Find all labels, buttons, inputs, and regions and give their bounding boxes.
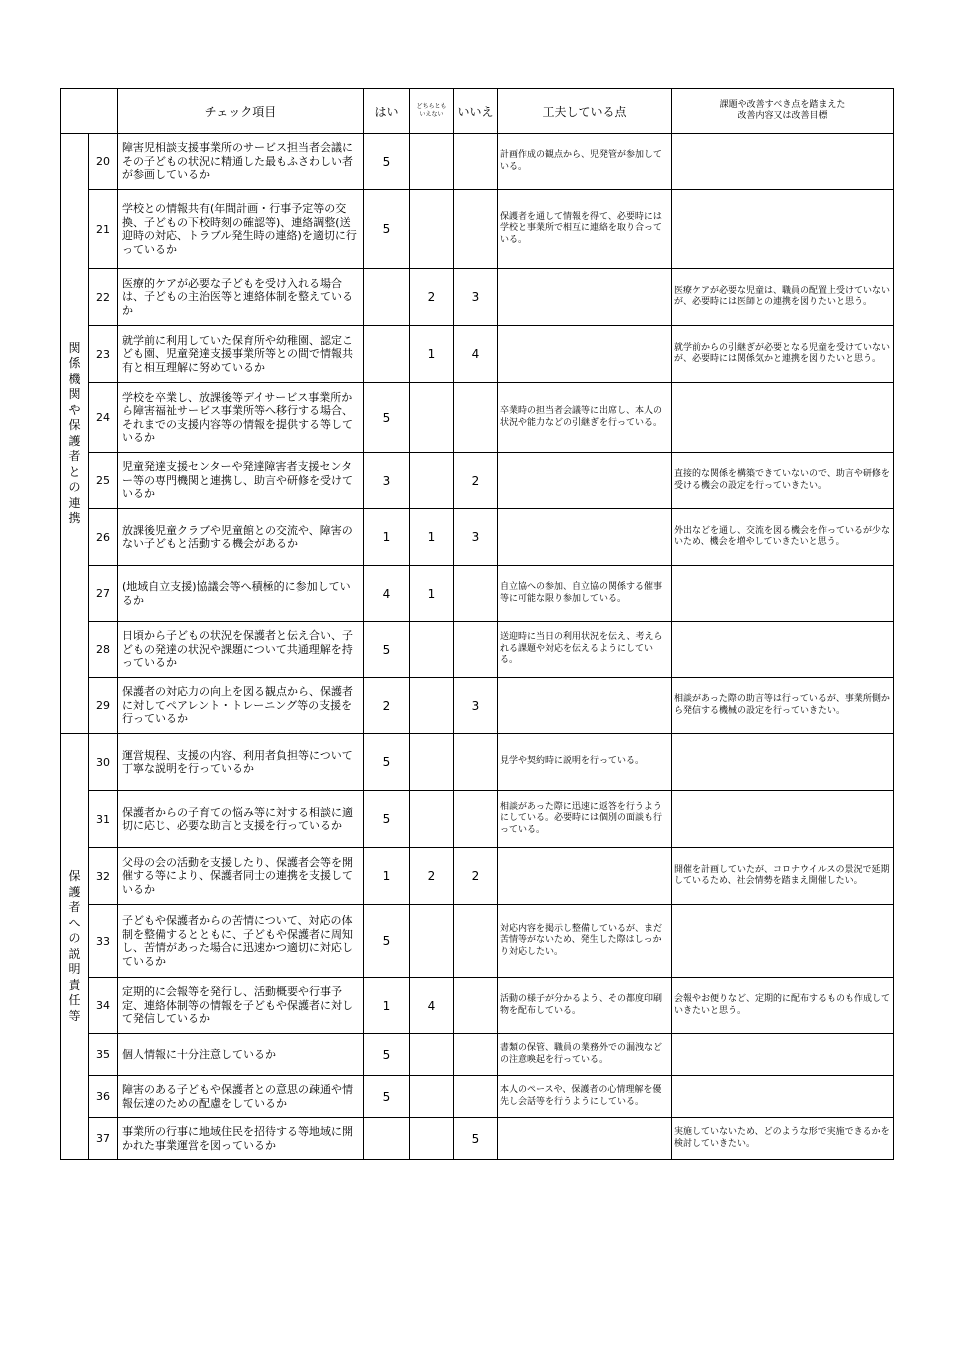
- table-row: [61, 622, 894, 678]
- row-number: 37: [89, 1118, 118, 1160]
- header-check-item: チェック項目: [118, 89, 364, 134]
- efforts-text: 本人のペースや、保護者の心情理解を優先し会話等を行うようにしている。: [498, 1076, 672, 1118]
- no-count: [454, 978, 498, 1034]
- row-number: 30: [89, 734, 118, 791]
- issues-text: [672, 622, 894, 678]
- yes-count: [364, 326, 410, 383]
- yes-count: 5: [364, 791, 410, 848]
- efforts-text: [498, 326, 672, 383]
- table-row: [61, 1034, 894, 1076]
- no-count: [454, 734, 498, 791]
- row-number: 35: [89, 1034, 118, 1076]
- evaluation-table: [60, 88, 894, 1160]
- efforts-text: 自立協への参加、自立協の関係する催事等に可能な限り参加している。: [498, 566, 672, 622]
- category-cell: [61, 134, 89, 734]
- row-number: 33: [89, 905, 118, 978]
- row-number: 29: [89, 678, 118, 734]
- header-yes: はい: [364, 89, 410, 134]
- check-item-text: (地域自立支援)協議会等へ積極的に参加しているか: [118, 566, 364, 622]
- table-row: [61, 269, 894, 326]
- row-number: 23: [89, 326, 118, 383]
- table-row: [61, 678, 894, 734]
- table-row: [61, 848, 894, 905]
- efforts-text: 活動の様子が分かるよう、その都度印刷物を配布している。: [498, 978, 672, 1034]
- check-item-text: 児童発達支援センターや発達障害者支援センター等の専門機関と連携し、助言や研修を受けているか: [118, 453, 364, 509]
- yes-count: 4: [364, 566, 410, 622]
- header-blank: [61, 89, 118, 134]
- check-item-text: 定期的に会報等を発行し、活動概要や行事予定、連絡体制等の情報を子どもや保護者に対して発信しているか: [118, 978, 364, 1034]
- no-count: [454, 622, 498, 678]
- efforts-text: 送迎時に当日の利用状況を伝え、考えられる課題や対応を伝えるようにしている。: [498, 622, 672, 678]
- check-item-text: 学校を卒業し、放課後等デイサービス事業所から障害福祉サービス事業所等へ移行する場合、それまでの支援内容等の情報を提供する等しているか: [118, 383, 364, 453]
- row-number: 27: [89, 566, 118, 622]
- issues-text: [672, 1076, 894, 1118]
- header-neither: どちらとも いえない: [410, 89, 454, 134]
- check-item-text: 保護者からの子育ての悩み等に対する相談に適切に応じ、必要な助言と支援を行っているか: [118, 791, 364, 848]
- no-count: 4: [454, 326, 498, 383]
- check-item-text: 障害児相談支援事業所のサービス担当者会議にその子どもの状況に精通した最もふさわしい者が参画しているか: [118, 134, 364, 190]
- issues-text: 相談があった際の助言等は行っているが、事業所側から発信する機械の設定を行っていきたい。: [672, 678, 894, 734]
- neither-count: 2: [410, 269, 454, 326]
- row-number: 26: [89, 509, 118, 566]
- yes-count: 3: [364, 453, 410, 509]
- no-count: [454, 134, 498, 190]
- row-number: 20: [89, 134, 118, 190]
- header-issues: 課題や改善すべき点を踏まえた 改善内容又は改善目標: [672, 89, 894, 134]
- neither-count: [410, 383, 454, 453]
- row-number: 22: [89, 269, 118, 326]
- category-label: 関係機関や保護者との連携: [68, 340, 81, 525]
- no-count: 5: [454, 1118, 498, 1160]
- issues-text: [672, 134, 894, 190]
- issues-text: 直接的な関係を構築できていないので、助言や研修を受ける機会の設定を行っていきたい。: [672, 453, 894, 509]
- neither-count: [410, 1034, 454, 1076]
- issues-text: [672, 734, 894, 791]
- header-row: [61, 89, 894, 134]
- efforts-text: [498, 848, 672, 905]
- issues-text: 外出などを通し、交流を図る機会を作っているが少ないため、機会を増やしていきたいと思う。: [672, 509, 894, 566]
- neither-count: 2: [410, 848, 454, 905]
- row-number: 34: [89, 978, 118, 1034]
- table-row: [61, 190, 894, 269]
- table-row: [61, 383, 894, 453]
- yes-count: 5: [364, 1076, 410, 1118]
- yes-count: 5: [364, 734, 410, 791]
- yes-count: 5: [364, 905, 410, 978]
- neither-count: [410, 678, 454, 734]
- no-count: [454, 1076, 498, 1118]
- issues-text: 会報やお便りなど、定期的に配布するものも作成していきたいと思う。: [672, 978, 894, 1034]
- check-item-text: 父母の会の活動を支援したり、保護者会等を開催する等により、保護者同士の連携を支援しているか: [118, 848, 364, 905]
- issues-text: 開催を計画していたが、コロナウイルスの景況で延期しているため、社会情勢を踏まえ開催したい。: [672, 848, 894, 905]
- neither-count: 1: [410, 566, 454, 622]
- check-item-text: 運営規程、支援の内容、利用者負担等について丁寧な説明を行っているか: [118, 734, 364, 791]
- yes-count: [364, 269, 410, 326]
- check-item-text: 放課後児童クラブや児童館との交流や、障害のない子どもと活動する機会があるか: [118, 509, 364, 566]
- row-number: 32: [89, 848, 118, 905]
- table-row: [61, 453, 894, 509]
- table-body: [61, 134, 894, 1160]
- issues-text: [672, 566, 894, 622]
- yes-count: 1: [364, 509, 410, 566]
- issues-text: [672, 1034, 894, 1076]
- no-count: 2: [454, 848, 498, 905]
- issues-text: [672, 383, 894, 453]
- no-count: 3: [454, 269, 498, 326]
- no-count: [454, 190, 498, 269]
- check-item-text: 日頃から子どもの状況を保護者と伝え合い、子どもの発達の状況や課題について共通理解を持っているか: [118, 622, 364, 678]
- issues-text: [672, 791, 894, 848]
- table-row: [61, 905, 894, 978]
- neither-count: [410, 622, 454, 678]
- yes-count: 5: [364, 622, 410, 678]
- issues-text: 実施していないため、どのような形で実施できるかを検討していきたい。: [672, 1118, 894, 1160]
- neither-count: [410, 1118, 454, 1160]
- neither-count: [410, 190, 454, 269]
- table-row: [61, 326, 894, 383]
- neither-count: [410, 134, 454, 190]
- efforts-text: 保護者を通して情報を得て、必要時には学校と事業所で相互に連絡を取り合っている。: [498, 190, 672, 269]
- efforts-text: [498, 509, 672, 566]
- category-label: 保護者への説明責任等: [68, 869, 81, 1023]
- no-count: [454, 791, 498, 848]
- table-row: [61, 566, 894, 622]
- yes-count: 5: [364, 1034, 410, 1076]
- efforts-text: 見学や契約時に説明を行っている。: [498, 734, 672, 791]
- row-number: 25: [89, 453, 118, 509]
- header-no: いいえ: [454, 89, 498, 134]
- row-number: 28: [89, 622, 118, 678]
- row-number: 21: [89, 190, 118, 269]
- yes-count: 5: [364, 383, 410, 453]
- table-row: [61, 1076, 894, 1118]
- table-row: [61, 1118, 894, 1160]
- no-count: 3: [454, 509, 498, 566]
- check-item-text: 就学前に利用していた保育所や幼稚園、認定こども園、児童発達支援事業所等との間で情報共有と相互理解に努めているか: [118, 326, 364, 383]
- efforts-text: 対応内容を掲示し整備しているが、まだ苦情等がないため、発生した際はしっかり対応したい。: [498, 905, 672, 978]
- neither-count: [410, 1076, 454, 1118]
- table-row: [61, 791, 894, 848]
- neither-count: 1: [410, 509, 454, 566]
- check-item-text: 子どもや保護者からの苦情について、対応の体制を整備するとともに、子どもや保護者に周知し、苦情があった場合に迅速かつ適切に対応しているか: [118, 905, 364, 978]
- no-count: [454, 566, 498, 622]
- table-row: [61, 978, 894, 1034]
- header-efforts: 工夫している点: [498, 89, 672, 134]
- yes-count: 1: [364, 978, 410, 1034]
- efforts-text: [498, 269, 672, 326]
- issues-text: 医療ケアが必要な児童は、職員の配置上受けていないが、必要時には医師との連携を図りたいと思う。: [672, 269, 894, 326]
- efforts-text: [498, 1118, 672, 1160]
- neither-count: 1: [410, 326, 454, 383]
- issues-text: 就学前からの引継ぎが必要となる児童を受けていないが、必要時には関係気かと連携を図りたいと思う。: [672, 326, 894, 383]
- efforts-text: 相談があった際に迅速に返答を行うようにしている。必要時には個別の面談も行っている。: [498, 791, 672, 848]
- category-cell: [61, 734, 89, 1160]
- no-count: 2: [454, 453, 498, 509]
- table-row: [61, 734, 894, 791]
- check-item-text: 事業所の行事に地域住民を招待する等地域に開かれた事業運営を図っているか: [118, 1118, 364, 1160]
- row-number: 36: [89, 1076, 118, 1118]
- efforts-text: 計画作成の観点から、児発管が参加している。: [498, 134, 672, 190]
- efforts-text: 卒業時の担当者会議等に出席し、本人の状況や能力などの引継ぎを行っている。: [498, 383, 672, 453]
- check-item-text: 保護者の対応力の向上を図る観点から、保護者に対してペアレント・トレーニング等の支援を行っているか: [118, 678, 364, 734]
- neither-count: [410, 791, 454, 848]
- issues-text: [672, 905, 894, 978]
- neither-count: [410, 734, 454, 791]
- issues-text: [672, 190, 894, 269]
- check-item-text: 個人情報に十分注意しているか: [118, 1034, 364, 1076]
- yes-count: [364, 1118, 410, 1160]
- table-row: [61, 134, 894, 190]
- yes-count: 1: [364, 848, 410, 905]
- yes-count: 5: [364, 134, 410, 190]
- yes-count: 5: [364, 190, 410, 269]
- efforts-text: [498, 453, 672, 509]
- yes-count: 2: [364, 678, 410, 734]
- check-item-text: 学校との情報共有(年間計画・行事予定等の交換、子どもの下校時刻の確認等)、連絡調整(送迎時の対応、トラブル発生時の連絡)を適切に行っているか: [118, 190, 364, 269]
- efforts-text: [498, 678, 672, 734]
- neither-count: 4: [410, 978, 454, 1034]
- table-row: [61, 509, 894, 566]
- row-number: 31: [89, 791, 118, 848]
- row-number: 24: [89, 383, 118, 453]
- no-count: 3: [454, 678, 498, 734]
- no-count: [454, 383, 498, 453]
- no-count: [454, 1034, 498, 1076]
- check-item-text: 医療的ケアが必要な子どもを受け入れる場合は、子どもの主治医等と連絡体制を整えているか: [118, 269, 364, 326]
- neither-count: [410, 905, 454, 978]
- no-count: [454, 905, 498, 978]
- check-item-text: 障害のある子どもや保護者との意思の疎通や情報伝達のための配慮をしているか: [118, 1076, 364, 1118]
- efforts-text: 書類の保管、職員の業務外での漏洩などの注意喚起を行っている。: [498, 1034, 672, 1076]
- neither-count: [410, 453, 454, 509]
